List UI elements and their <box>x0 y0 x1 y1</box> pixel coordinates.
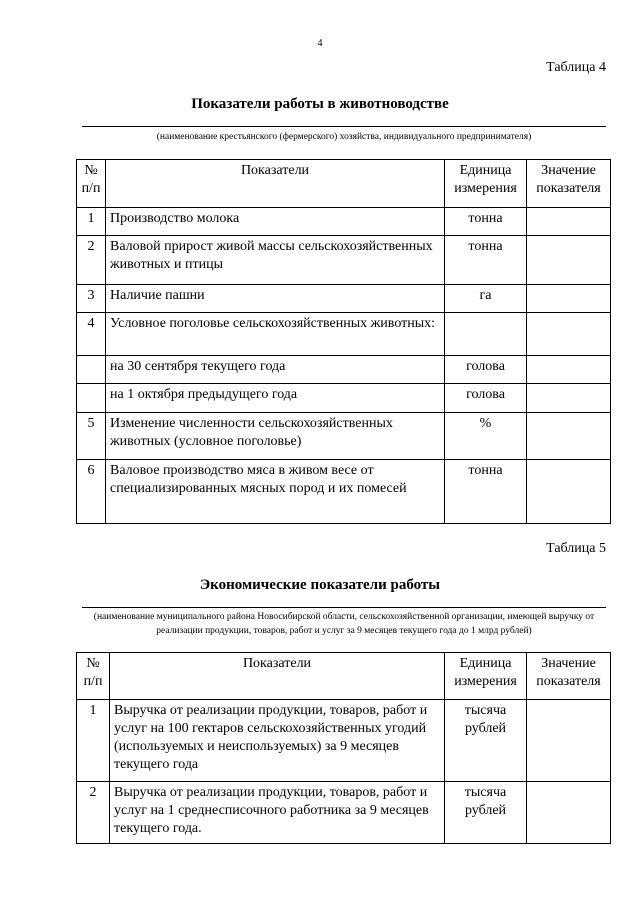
header-unit: Единица измерения <box>445 160 527 208</box>
row-value-cell[interactable] <box>527 313 611 356</box>
table-row <box>77 782 611 844</box>
table-row <box>77 460 611 524</box>
row-num: 1 <box>77 208 106 236</box>
row-num: 2 <box>77 236 106 285</box>
row-num: 4 <box>77 313 106 356</box>
table-row <box>77 285 611 313</box>
table-row <box>77 700 611 782</box>
row-unit: тонна <box>445 236 527 285</box>
page-number: 4 <box>317 38 323 49</box>
table-4-label: Таблица 4 <box>546 60 606 75</box>
row-unit: голова <box>445 356 527 384</box>
header-num: № п/п <box>77 160 106 208</box>
row-indicator: на 1 октября предыдущего года <box>106 384 445 413</box>
table-header-row <box>77 160 611 208</box>
table-4-title: Показатели работы в животноводстве <box>191 96 449 112</box>
row-unit: га <box>445 285 527 313</box>
row-unit: тысяча рублей <box>445 700 527 782</box>
row-num: 1 <box>77 700 110 782</box>
row-value-cell[interactable] <box>527 413 611 460</box>
row-indicator: Производство молока <box>106 208 445 236</box>
row-num <box>77 384 106 413</box>
table-header-row <box>77 653 611 700</box>
header-value: Значение показателя <box>527 160 611 208</box>
table-row <box>77 413 611 460</box>
row-num <box>77 356 106 384</box>
row-unit: тонна <box>445 208 527 236</box>
row-indicator: на 30 сентября текущего года <box>106 356 445 384</box>
table-row <box>77 384 611 413</box>
row-num: 5 <box>77 413 106 460</box>
table-row <box>77 208 611 236</box>
row-unit: голова <box>445 384 527 413</box>
table-4 <box>76 159 611 524</box>
row-num: 2 <box>77 782 110 844</box>
header-value: Значение показателя <box>527 653 611 700</box>
table-5 <box>76 652 611 844</box>
row-indicator: Выручка от реализации продукции, товаров, работ и услуг на 100 гектаров сельскохозяйственных угодий (используемых и неиспользуемых) за 9 месяцев текущего года <box>110 700 445 782</box>
header-indicator: Показатели <box>106 160 445 208</box>
row-value-cell[interactable] <box>527 384 611 413</box>
row-value-cell[interactable] <box>527 208 611 236</box>
org-name-line <box>82 126 606 127</box>
table-row <box>77 236 611 285</box>
row-indicator: Валовой прирост живой массы сельскохозяйственных животных и птицы <box>106 236 445 285</box>
table-row <box>77 313 611 356</box>
row-indicator: Валовое производство мяса в живом весе от специализированных мясных пород и их помесей <box>106 460 445 524</box>
table-row <box>77 356 611 384</box>
row-unit <box>445 313 527 356</box>
row-unit: тонна <box>445 460 527 524</box>
row-num: 3 <box>77 285 106 313</box>
row-indicator: Условное поголовье сельскохозяйственных животных: <box>106 313 445 356</box>
row-num: 6 <box>77 460 106 524</box>
row-value-cell[interactable] <box>527 356 611 384</box>
district-name-line <box>82 607 606 608</box>
header-unit: Единица измерения <box>445 653 527 700</box>
district-name-caption: (наименование муниципального района Новосибирской области, сельскохозяйственной организации, имеющей выручку от реализации продукции, товаров, работ и услуг за 9 месяцев текущего года до 1 млрд рублей) <box>93 612 595 636</box>
header-num: № п/п <box>77 653 110 700</box>
row-value-cell[interactable] <box>527 285 611 313</box>
row-value-cell[interactable] <box>527 700 611 782</box>
table-5-title: Экономические показатели работы <box>199 577 441 593</box>
row-indicator: Выручка от реализации продукции, товаров, работ и услуг на 1 среднесписочного работника за 9 месяцев текущего года. <box>110 782 445 844</box>
row-indicator: Изменение численности сельскохозяйственных животных (условное поголовье) <box>106 413 445 460</box>
row-value-cell[interactable] <box>527 782 611 844</box>
org-name-caption: (наименование крестьянского (фермерского) хозяйства, индивидуального предпринимателя) <box>156 132 532 142</box>
row-value-cell[interactable] <box>527 236 611 285</box>
row-unit: тысяча рублей <box>445 782 527 844</box>
row-value-cell[interactable] <box>527 460 611 524</box>
row-indicator: Наличие пашни <box>106 285 445 313</box>
table-5-label: Таблица 5 <box>546 541 606 556</box>
header-indicator: Показатели <box>110 653 445 700</box>
row-unit: % <box>445 413 527 460</box>
